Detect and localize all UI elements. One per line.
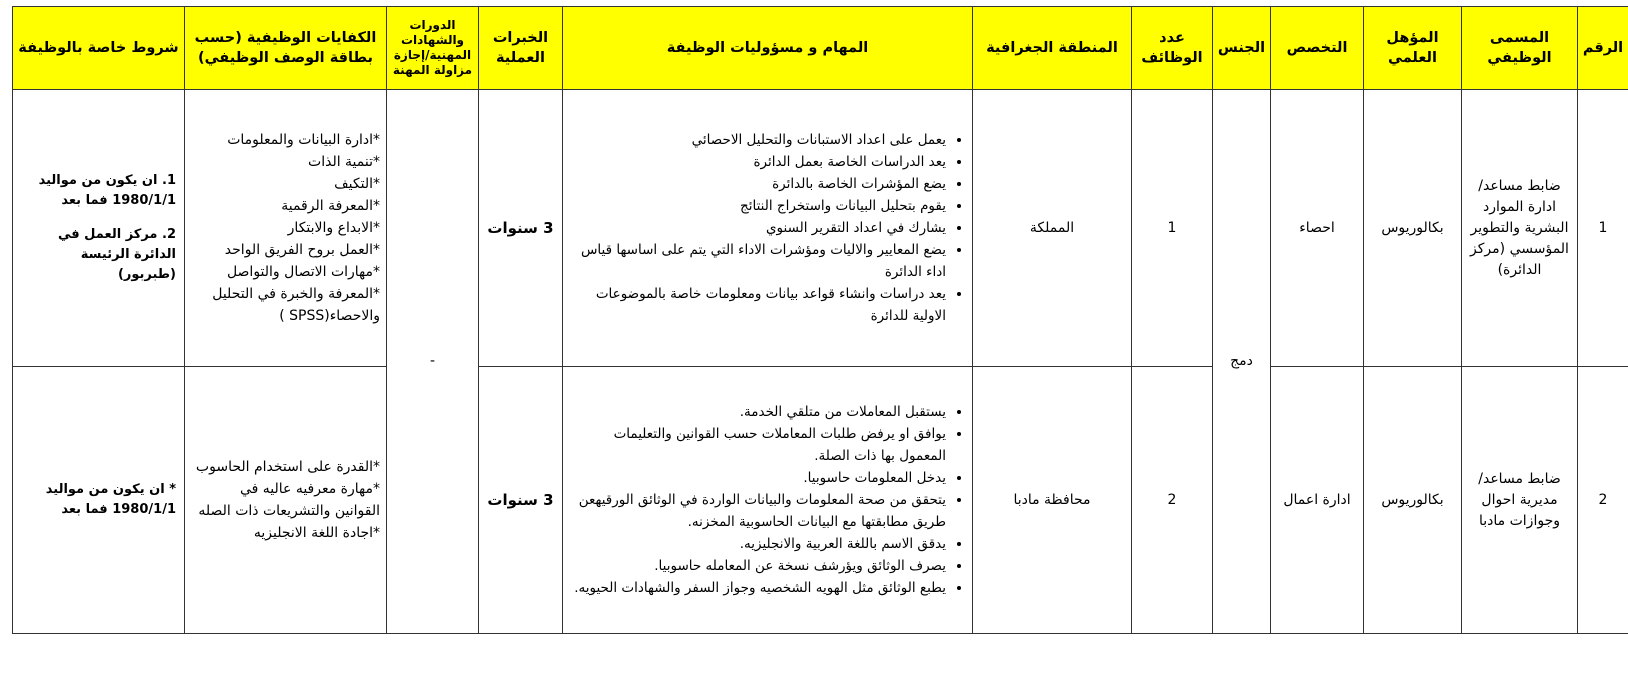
row-count: 1: [1132, 90, 1213, 367]
header-qualification: المؤهل العلمي: [1364, 7, 1462, 90]
task-item: • يستقبل المعاملات من متلقي الخدمة.: [567, 401, 946, 423]
task-item: • يضع المعايير والاليات ومؤشرات الاداء التي يتم على اساسها قياس اداء الدائرة: [567, 239, 946, 283]
row-specialization: احصاء: [1271, 90, 1364, 367]
task-list: [567, 129, 964, 327]
header-conditions: شروط خاصة بالوظيفة: [13, 7, 185, 90]
row-qualification: بكالوريوس: [1364, 367, 1462, 634]
competency-item: *الابداع والابتكار: [287, 220, 380, 236]
competency-item: *التكيف: [334, 176, 380, 192]
courses-cell: -: [387, 90, 479, 634]
task-list: [567, 401, 964, 599]
condition-item: 1. ان يكون من مواليد 1980/1/1 فما بعد: [38, 173, 176, 208]
header-experience: الخبرات العملية: [479, 7, 563, 90]
row-specialization: ادارة اعمال: [1271, 367, 1364, 634]
task-item: • يعد دراسات وانشاء قواعد بيانات ومعلومات خاصة بالموضوعات الاولية للدائرة: [567, 283, 946, 327]
row-qualification: بكالوريوس: [1364, 90, 1462, 367]
header-title: المسمى الوظيفي: [1462, 7, 1578, 90]
competency-item: *ادارة البيانات والمعلومات: [227, 132, 380, 148]
competency-item: *اجادة اللغة الانجليزيه: [253, 525, 380, 541]
task-item: • يدقق الاسم باللغة العربية والانجليزيه.: [567, 533, 946, 555]
row-region: محافظة مادبا: [973, 367, 1132, 634]
header-region: المنطقة الجغرافية: [973, 7, 1132, 90]
competency-item: *العمل بروح الفريق الواحد: [224, 242, 380, 258]
competency-item: *المعرفة والخبرة في التحليل والاحصاء(SPSS ): [212, 286, 380, 324]
competency-item: *مهارات الاتصال والتواصل: [226, 264, 380, 280]
row-tasks: [563, 367, 973, 634]
task-item: • يضع المؤشرات الخاصة بالدائرة: [567, 173, 946, 195]
row-region: المملكة: [973, 90, 1132, 367]
header-specialization: التخصص: [1271, 7, 1364, 90]
row-num: 1: [1578, 90, 1628, 367]
row-experience: 3 سنوات: [479, 367, 563, 634]
task-item: • يوافق او يرفض طلبات المعاملات حسب القوانين والتعليمات المعمول بها ذات الصلة.: [567, 423, 946, 467]
jobs-table: [12, 6, 1628, 634]
row-competencies: [185, 367, 387, 634]
task-item: • يقوم بتحليل البيانات واستخراج النتائج: [567, 195, 946, 217]
row-conditions: [13, 90, 185, 367]
header-row: [13, 7, 1628, 90]
header-count: عدد الوظائف: [1132, 7, 1213, 90]
gender-cell: دمج: [1213, 90, 1271, 634]
competency-item: *تنمية الذات: [308, 154, 380, 170]
condition-item: * ان يكون من مواليد 1980/1/1 فما بعد: [45, 482, 176, 517]
task-item: • يعمل على اعداد الاستبانات والتحليل الاحصائي: [567, 129, 946, 151]
competency-item: *المعرفة الرقمية: [281, 198, 380, 214]
row-experience: 3 سنوات: [479, 90, 563, 367]
task-item: • يدخل المعلومات حاسوبيا.: [567, 467, 946, 489]
task-item: • يتحقق من صحة المعلومات والبيانات الواردة في الوثائق الورقيهعن طريق مطابقتها مع البيانات الحاسوبية المخزنه.: [567, 489, 946, 533]
jobs-table-wrapper: [12, 6, 1628, 634]
header-tasks: المهام و مسؤوليات الوظيفة: [563, 7, 973, 90]
header-gender: الجنس: [1213, 7, 1271, 90]
task-item: • يصرف الوثائق ويؤرشف نسخة عن المعامله حاسوبيا.: [567, 555, 946, 577]
row-tasks: [563, 90, 973, 367]
table-row: [13, 90, 1628, 367]
task-item: • يطبع الوثائق مثل الهويه الشخصيه وجواز السفر والشهادات الحيويه.: [567, 577, 946, 599]
header-num: الرقم: [1578, 7, 1628, 90]
competency-item: *مهارة معرفيه عاليه في القوانين والتشريعات ذات الصله: [198, 481, 380, 519]
competency-item: *القدرة على استخدام الحاسوب: [195, 459, 380, 475]
row-count: 2: [1132, 367, 1213, 634]
header-competencies: الكفايات الوظيفية (حسب بطاقة الوصف الوظيفي): [185, 7, 387, 90]
header-courses: الدورات والشهادات المهنية/إجازة مزاولة المهنة: [387, 7, 479, 90]
table-row: [13, 367, 1628, 634]
condition-item: 2. مركز العمل في الدائرة الرئيسة (طبربور): [57, 227, 176, 282]
row-title: ضابط مساعد/مديرية احوال وجوازات مادبا: [1462, 367, 1578, 634]
task-item: • يعد الدراسات الخاصة بعمل الدائرة: [567, 151, 946, 173]
row-title: ضابط مساعد/ادارة الموارد البشرية والتطوير المؤسسي (مركز الدائرة): [1462, 90, 1578, 367]
task-item: • يشارك في اعداد التقرير السنوي: [567, 217, 946, 239]
row-competencies: [185, 90, 387, 367]
row-num: 2: [1578, 367, 1628, 634]
row-conditions: [13, 367, 185, 634]
